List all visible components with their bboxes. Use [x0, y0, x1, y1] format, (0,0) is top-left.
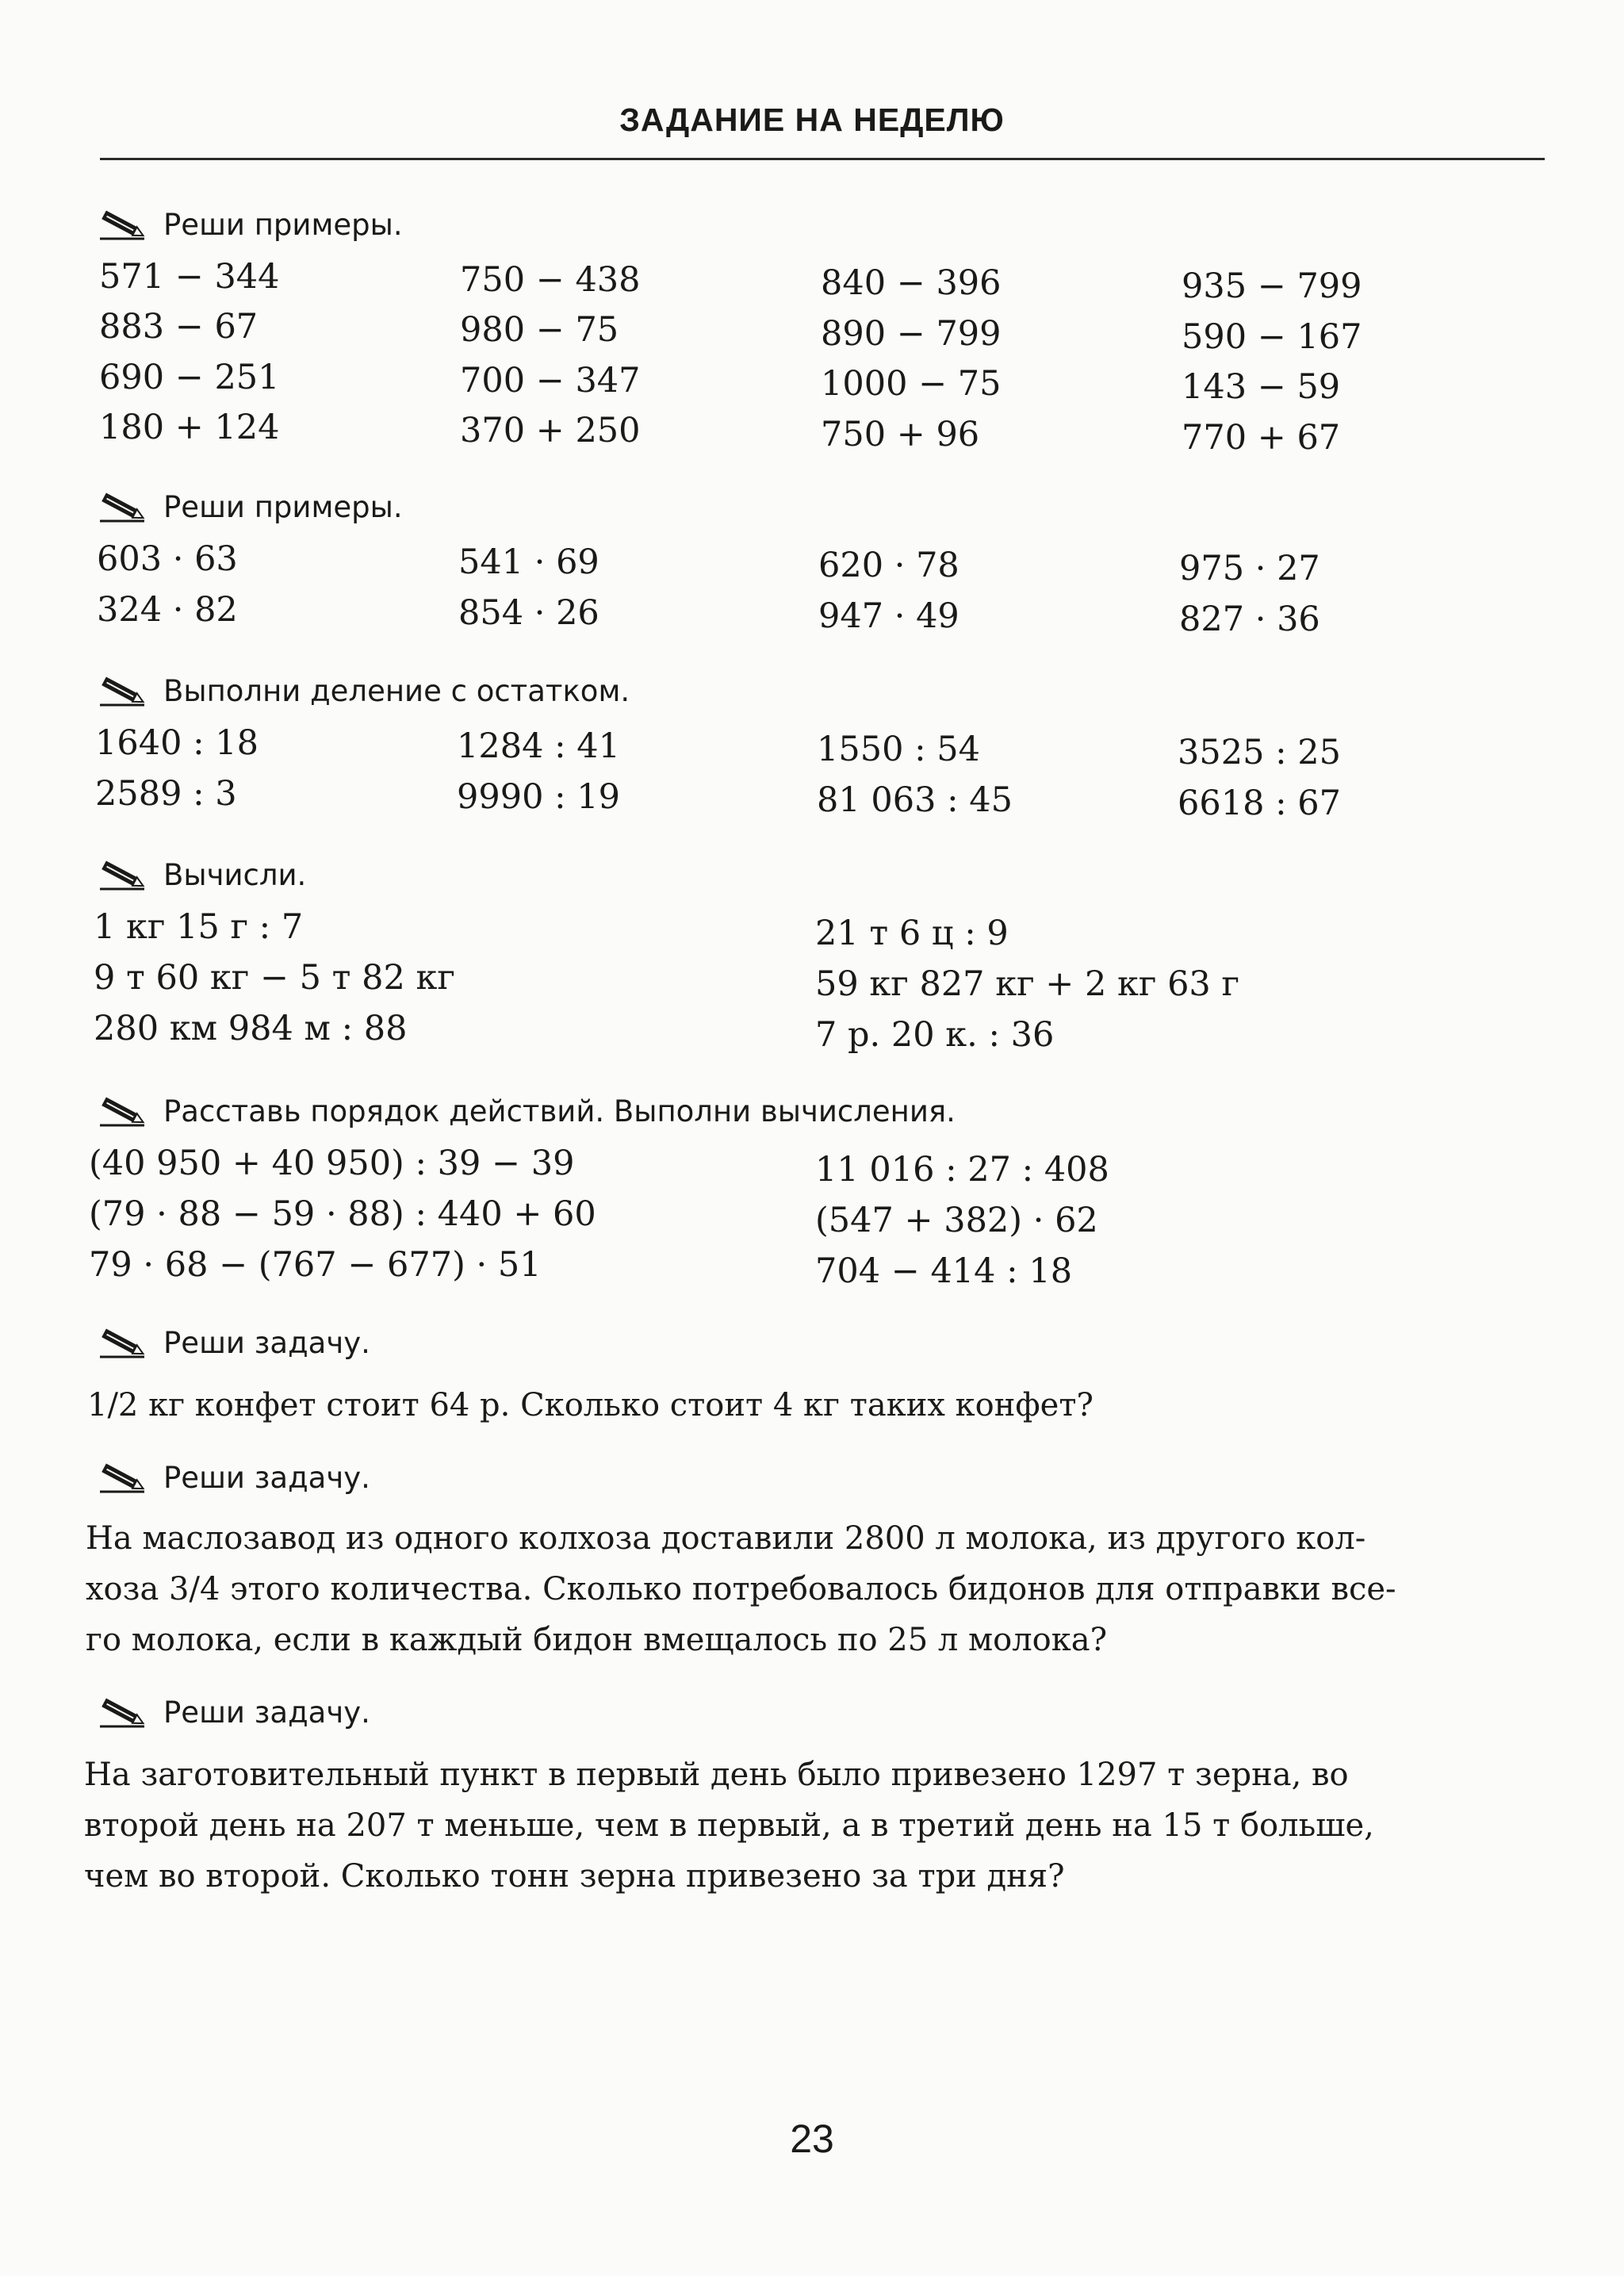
heading-text: Выполни деление с остатком. [163, 673, 630, 708]
math-item: (547 + 382) · 62 [815, 1201, 1098, 1240]
section-heading [97, 1091, 956, 1131]
task-text: чем во второй. Сколько тонн зерна привезено за три дня? [84, 1858, 1065, 1895]
math-item: 9990 : 19 [457, 777, 620, 817]
math-item: 975 · 27 [1179, 549, 1320, 588]
math-item: 883 − 67 [99, 307, 259, 347]
math-item: 1640 : 18 [95, 723, 259, 763]
heading-text: Реши задачу. [163, 1695, 370, 1730]
math-item: 854 · 26 [458, 593, 599, 633]
math-item: 541 · 69 [458, 542, 599, 582]
math-item: 690 − 251 [99, 358, 280, 397]
math-item: 750 + 96 [821, 415, 980, 454]
pencil-icon [97, 1325, 147, 1360]
math-item: 59 кг 827 кг + 2 кг 63 г [815, 964, 1239, 1004]
task-text: хоза 3/4 этого количества. Сколько потребовалось бидонов для отправки все- [86, 1571, 1396, 1607]
math-item: 840 − 396 [821, 263, 1002, 303]
math-item: 603 · 63 [97, 539, 238, 579]
heading-text: Реши задачу. [163, 1325, 370, 1360]
math-item: 2589 : 3 [95, 774, 237, 814]
math-item: 1284 : 41 [457, 726, 620, 766]
math-item: 3525 : 25 [1178, 733, 1341, 772]
pencil-icon [97, 207, 147, 242]
section-heading [97, 1323, 370, 1362]
math-item: 750 − 438 [460, 260, 641, 300]
header-divider [100, 158, 1545, 160]
math-item: 79 · 68 − (767 − 677) · 51 [89, 1245, 542, 1285]
math-item: 770 + 67 [1182, 418, 1341, 458]
math-item: 620 · 78 [818, 546, 959, 585]
task-text: На маслозавод из одного колхоза доставили 2800 л молока, из другого кол- [86, 1520, 1366, 1557]
math-item: 370 + 250 [460, 411, 641, 450]
math-item: 890 − 799 [821, 314, 1002, 354]
task-text: второй день на 207 т меньше, чем в первый, а в третий день на 15 т больше, [84, 1807, 1374, 1844]
heading-text: Вычисли. [163, 857, 307, 892]
task-text: го молока, если в каждый бидон вмещалось по 25 л молока? [86, 1622, 1108, 1658]
math-item: 1550 : 54 [817, 730, 980, 769]
section-heading [97, 487, 403, 527]
math-item: (40 950 + 40 950) : 39 − 39 [89, 1144, 575, 1183]
heading-text: Реши примеры. [163, 207, 403, 242]
page-number: 23 [790, 2117, 834, 2161]
math-item: 81 063 : 45 [817, 780, 1013, 820]
math-item: 11 016 : 27 : 408 [815, 1150, 1109, 1190]
math-item: 935 − 799 [1182, 266, 1362, 306]
pencil-icon [97, 1460, 147, 1495]
section-heading [97, 671, 630, 711]
heading-text: Расставь порядок действий. Выполни вычисления. [163, 1094, 956, 1128]
math-item: 704 − 414 : 18 [815, 1251, 1073, 1291]
heading-text: Реши примеры. [163, 489, 403, 524]
section-heading [97, 205, 403, 244]
section-heading [97, 1692, 370, 1732]
math-item: 980 − 75 [460, 310, 619, 350]
math-item: 1 кг 15 г : 7 [94, 907, 304, 947]
math-item: 180 + 124 [99, 408, 280, 447]
section-heading [97, 1458, 370, 1497]
pencil-icon [97, 489, 147, 524]
math-item: 21 т 6 ц : 9 [815, 914, 1009, 953]
task-text: 1/2 кг конфет стоит 64 р. Сколько стоит 4 кг таких конфет? [87, 1387, 1094, 1423]
section-heading [97, 855, 306, 895]
pencil-icon [97, 1695, 147, 1730]
math-item: 590 − 167 [1182, 317, 1362, 357]
math-item: 324 · 82 [97, 590, 238, 630]
math-item: 700 − 347 [460, 361, 641, 400]
math-item: 7 р. 20 к. : 36 [815, 1015, 1055, 1055]
pencil-icon [97, 1094, 147, 1128]
math-item: 6618 : 67 [1178, 784, 1341, 823]
math-item: 143 − 59 [1182, 367, 1341, 407]
math-item: (79 · 88 − 59 · 88) : 440 + 60 [89, 1194, 596, 1234]
page-title: ЗАДАНИЕ НА НЕДЕЛЮ [619, 102, 1005, 138]
heading-text: Реши задачу. [163, 1460, 370, 1495]
math-item: 9 т 60 кг − 5 т 82 кг [94, 958, 455, 998]
pencil-icon [97, 673, 147, 708]
math-item: 571 − 344 [99, 257, 280, 297]
pencil-icon [97, 857, 147, 892]
task-text: На заготовительный пункт в первый день было привезено 1297 т зерна, во [84, 1757, 1349, 1793]
math-item: 1000 − 75 [821, 364, 1002, 404]
math-item: 827 · 36 [1179, 600, 1320, 639]
math-item: 280 км 984 м : 88 [94, 1009, 408, 1048]
math-item: 947 · 49 [818, 596, 959, 636]
